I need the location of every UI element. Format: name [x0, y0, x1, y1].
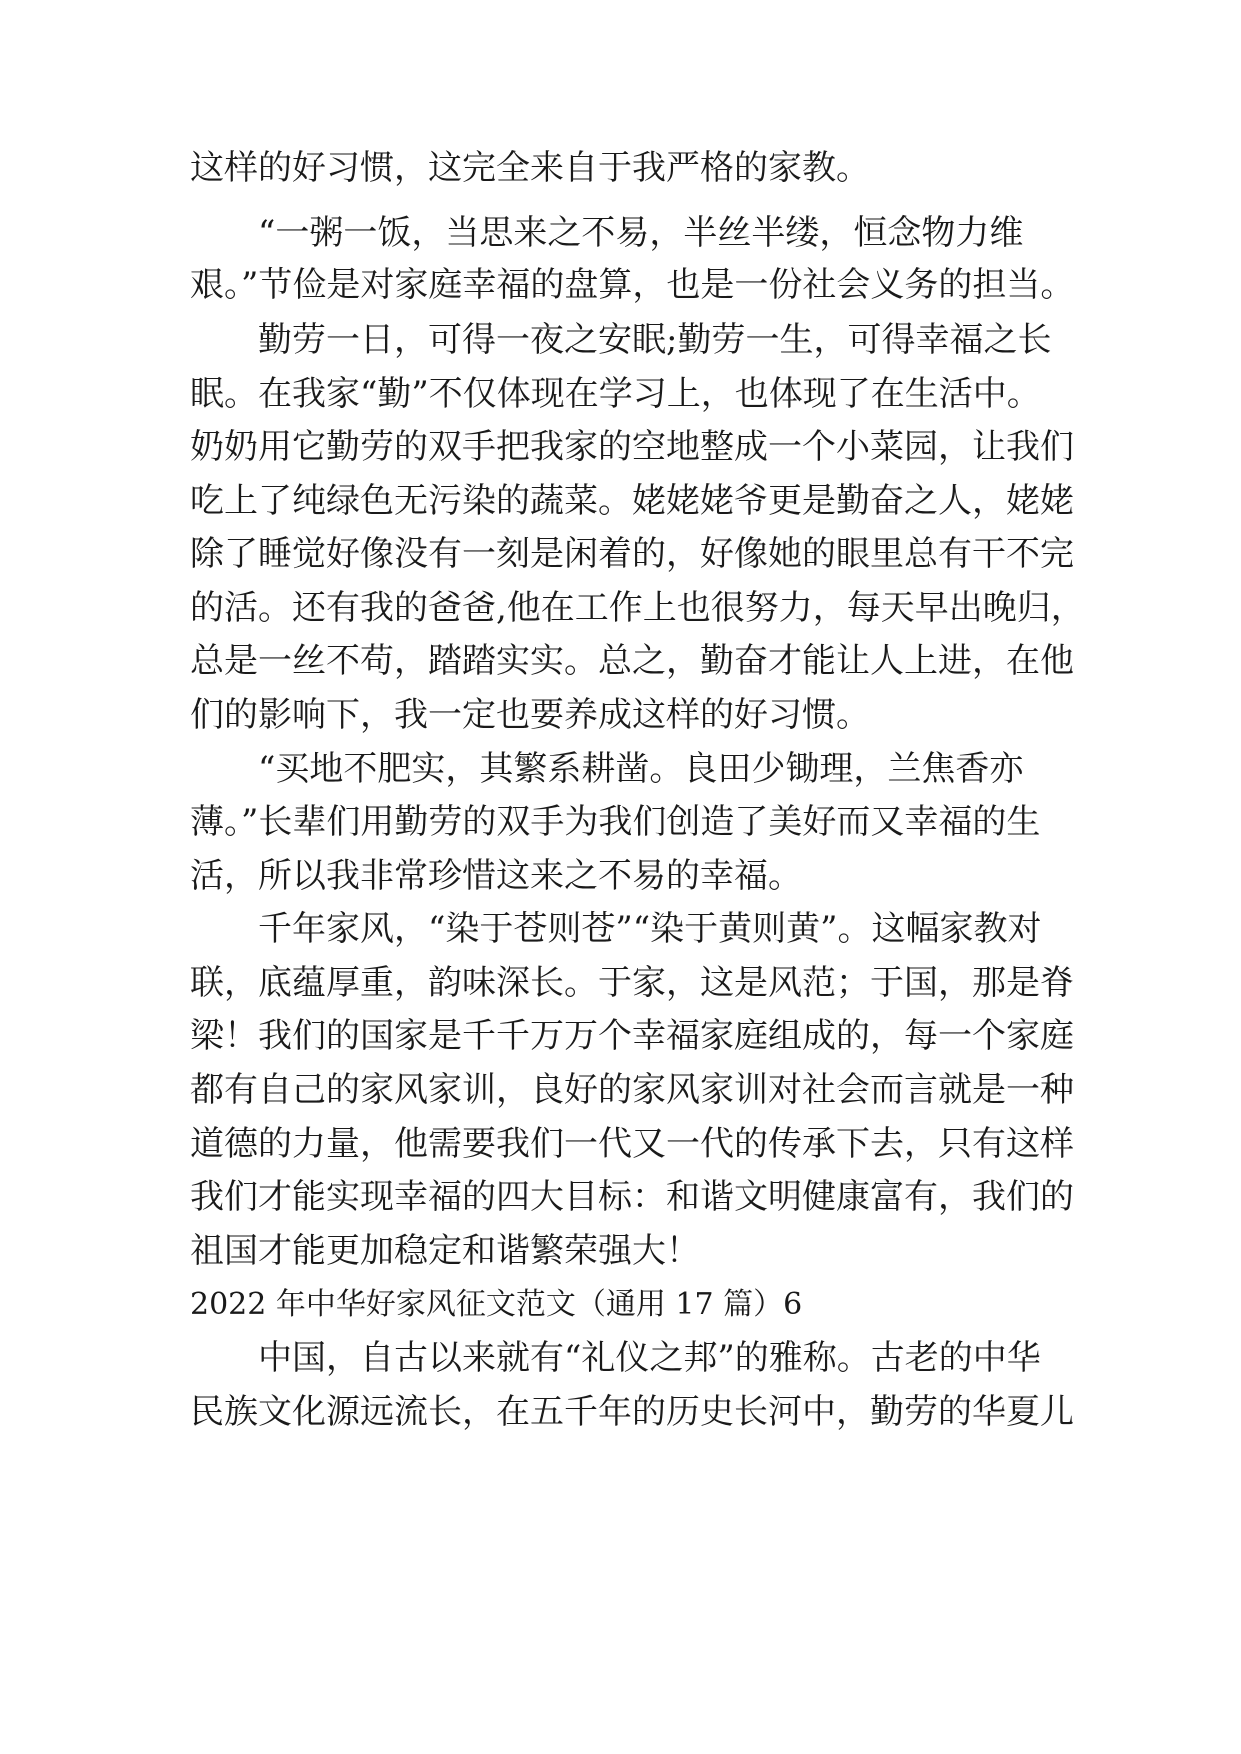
text-line: 薄。”长辈们用勤劳的双手为我们创造了美好而又幸福的生	[190, 802, 1041, 842]
text-line: 吃上了纯绿色无污染的蔬菜。姥姥姥爷更是勤奋之人，姥姥	[190, 481, 1074, 521]
text-line: “买地不肥实，其繁系耕凿。良田少锄理，兰焦香亦	[190, 749, 1024, 789]
section-heading: 2022 年中华好家风征文范文（通用 17 篇）6	[190, 1287, 803, 1322]
text-line: 民族文化源远流长，在五千年的历史长河中，勤劳的华夏儿	[190, 1392, 1074, 1432]
text-line: 梁！我们的国家是千千万万个幸福家庭组成的，每一个家庭	[190, 1016, 1074, 1056]
text-line: 们的影响下，我一定也要养成这样的好习惯。	[190, 695, 870, 735]
text-line: 的活。还有我的爸爸,他在工作上也很努力，每天早出晚归，	[190, 588, 1085, 628]
text-line: 这样的好习惯，这完全来自于我严格的家教。	[190, 148, 870, 188]
text-line: 千年家风，“染于苍则苍”“染于黄则黄”。这幅家教对	[190, 909, 1042, 949]
text-line: 勤劳一日，可得一夜之安眠;勤劳一生，可得幸福之长	[190, 320, 1052, 360]
text-line: 祖国才能更加稳定和谐繁荣强大！	[190, 1231, 700, 1271]
text-line: 艰。”节俭是对家庭幸福的盘算，也是一份社会义务的担当。	[190, 265, 1075, 305]
text-line: 中国，自古以来就有“礼仪之邦”的雅称。古老的中华	[190, 1338, 1041, 1378]
text-line: 除了睡觉好像没有一刻是闲着的，好像她的眼里总有干不完	[190, 534, 1074, 574]
text-line: 我们才能实现幸福的四大目标：和谐文明健康富有，我们的	[190, 1177, 1074, 1217]
text-line: 都有自己的家风家训，良好的家风家训对社会而言就是一种	[190, 1070, 1074, 1110]
text-line: 总是一丝不苟，踏踏实实。总之，勤奋才能让人上进，在他	[190, 641, 1074, 681]
text-line: “一粥一饭，当思来之不易，半丝半缕，恒念物力维	[190, 213, 1024, 253]
text-line: 活，所以我非常珍惜这来之不易的幸福。	[190, 856, 802, 896]
text-line: 奶奶用它勤劳的双手把我家的空地整成一个小菜园，让我们	[190, 427, 1074, 467]
text-line: 道德的力量，他需要我们一代又一代的传承下去，只有这样	[190, 1124, 1074, 1164]
text-line: 眠。在我家“勤”不仅体现在学习上，也体现了在生活中。	[190, 374, 1041, 414]
text-line: 联，底蕴厚重，韵味深长。于家，这是风范；于国，那是脊	[190, 963, 1074, 1003]
